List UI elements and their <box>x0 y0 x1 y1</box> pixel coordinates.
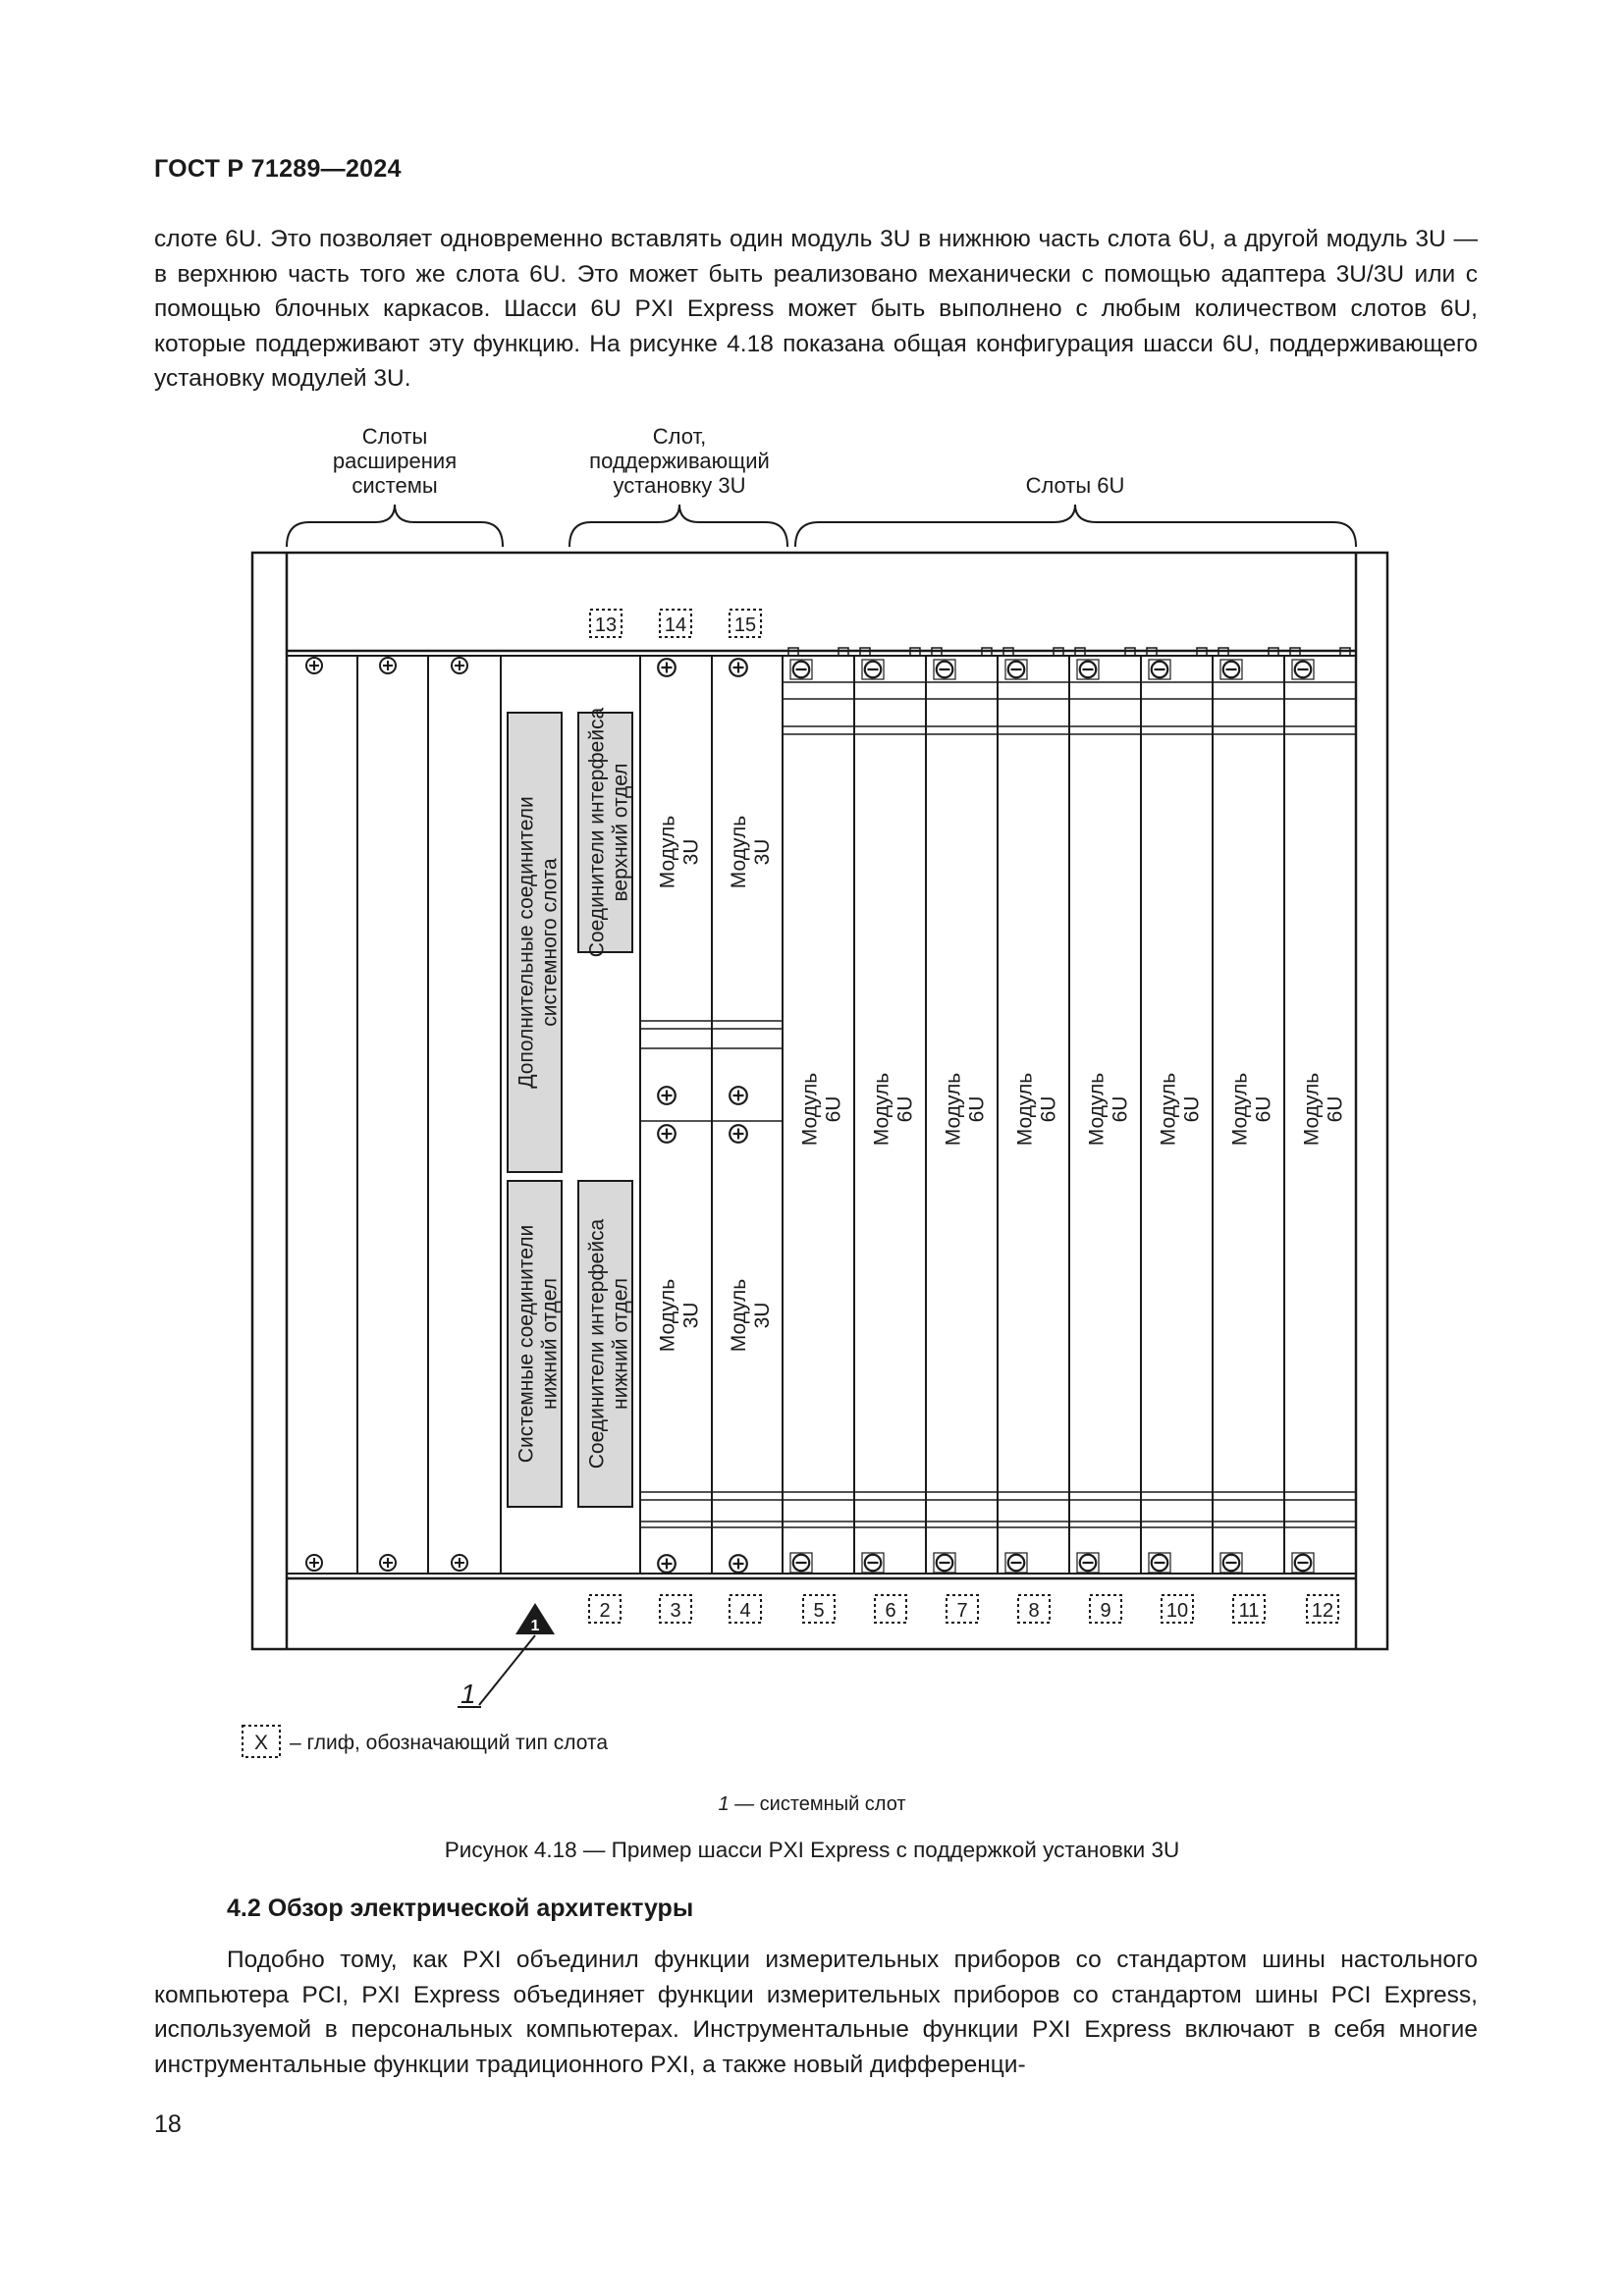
svg-text:4: 4 <box>739 1600 751 1622</box>
module-6u-label: Модуль6U <box>1157 1072 1204 1147</box>
svg-text:поддерживающий: поддерживающий <box>589 449 770 473</box>
slot-6u <box>783 648 854 1574</box>
svg-text:установку 3U: установку 3U <box>613 473 746 498</box>
page-number: 18 <box>154 2110 182 2138</box>
svg-text:3: 3 <box>670 1600 681 1622</box>
module-6u-label: Модуль6U <box>1085 1072 1132 1147</box>
svg-text:Слот,: Слот, <box>652 424 707 449</box>
svg-text:8: 8 <box>1028 1600 1040 1622</box>
label-3u-slot <box>589 424 770 498</box>
expansion-slots <box>287 656 501 1574</box>
figure-caption: Рисунок 4.18 — Пример шасси PXI Express с поддержкой установки 3U <box>444 1838 1180 1862</box>
svg-text:9: 9 <box>1100 1600 1111 1622</box>
module-3u-label: Модуль3U <box>728 1278 774 1353</box>
system-slot-area <box>501 656 640 1574</box>
svg-text:Слоты: Слоты <box>361 424 428 449</box>
svg-text:2: 2 <box>599 1600 611 1622</box>
brace-3u <box>569 505 787 547</box>
svg-text:Слоты 6U: Слоты 6U <box>1025 473 1125 498</box>
brace-expansion <box>287 505 503 547</box>
document-header: ГОСТ Р 71289—2024 <box>154 155 402 183</box>
glyph-2 <box>589 1595 621 1623</box>
text-extra-connectors: Дополнительные соединителисистемного слота <box>514 796 562 1089</box>
glyph-9 <box>1090 1595 1121 1623</box>
module-6u-label: Модуль6U <box>1300 1072 1347 1147</box>
module-6u-label: Модуль6U <box>1013 1072 1060 1147</box>
glyph-10 <box>1162 1595 1193 1623</box>
brace-6u <box>795 505 1356 547</box>
glyph-3 <box>660 1595 691 1623</box>
svg-text:1: 1 <box>460 1679 476 1709</box>
module-3u-label: Модуль3U <box>728 815 774 889</box>
svg-text:X: X <box>253 1732 269 1754</box>
glyph-5 <box>803 1595 835 1623</box>
svg-text:расширения: расширения <box>332 449 458 473</box>
glyph-11 <box>1233 1595 1265 1623</box>
module-6u-label: Модуль6U <box>1228 1072 1275 1147</box>
slot-6u <box>854 648 926 1574</box>
group-braces <box>287 505 1356 547</box>
text-lower-interface: Соединители интерфейсанижний отдел <box>585 1218 632 1469</box>
slot-6u <box>1213 648 1284 1574</box>
glyph-14: 14 <box>664 614 687 636</box>
system-slot-marker <box>515 1603 555 1634</box>
slot-6u <box>1284 648 1356 1574</box>
svg-text:12: 12 <box>1311 1600 1334 1622</box>
callout-1 <box>458 1635 535 1709</box>
module-3u-label: Модуль3U <box>656 815 703 889</box>
text-system-connectors: Системные соединителинижний отдел <box>514 1224 562 1464</box>
glyph-13: 13 <box>594 614 618 636</box>
slot-6u <box>998 648 1069 1574</box>
svg-text:5: 5 <box>813 1600 825 1622</box>
glyph-6 <box>875 1595 906 1623</box>
svg-text:11: 11 <box>1238 1600 1260 1622</box>
slot-6u <box>1069 648 1141 1574</box>
glyph-8 <box>1018 1595 1050 1623</box>
label-6u-slots <box>1026 473 1125 498</box>
slot-6u <box>926 648 998 1574</box>
svg-text:– глиф, обозначающий тип слота: – глиф, обозначающий тип слота <box>290 1732 609 1754</box>
slot-6u <box>1141 648 1213 1574</box>
svg-text:10: 10 <box>1165 1600 1189 1622</box>
glyph-legend <box>243 1726 608 1757</box>
bottom-slot-glyphs <box>589 1595 1338 1623</box>
svg-text:6: 6 <box>885 1600 896 1622</box>
text-upper-interface: Соединители интерфейсаверхний отдел <box>585 707 632 958</box>
label-expansion-slots <box>333 424 457 498</box>
glyph-7 <box>947 1595 978 1623</box>
intro-paragraph: слоте 6U. Это позволяет одновременно вставлять один модуль 3U в нижнюю часть слота 6U, а другой модуль 3U — в верхнюю часть того же слота 6U. Это может быть реализовано механически с помощью адаптера 3U/3U или с помощью блочных каркасов. Шасси 6U PXI Express может быть выполнено с любым количеством слотов 6U, которые поддерживают эту функцию. На рисунке 4.18 показана общая конфигурация шасси 6U, поддерживающего установку модулей 3U. <box>154 226 1478 392</box>
glyph-15: 15 <box>733 614 757 636</box>
svg-text:1: 1 <box>530 1618 540 1634</box>
body-paragraph: Подобно тому, как PXI объединил функции измерительных приборов со стандартом шины настольного компьютера PCI, PXI Express объединяет функции измерительных приборов со стандартом шины PCI Express, используемой в персональных компьютерах. Инструментальные функции PXI Express включают в себя многие инструментальные функции традиционного PXI, а также новый дифференци- <box>154 1947 1478 2078</box>
module-6u-label: Модуль6U <box>870 1072 917 1147</box>
slots-6u <box>783 648 1356 1574</box>
svg-text:системы: системы <box>352 473 438 498</box>
slots-3u <box>640 656 783 1574</box>
module-6u-label: Модуль6U <box>798 1072 845 1147</box>
figure-legend: 1 — системный слот <box>718 1793 906 1815</box>
section-heading: 4.2 Обзор электрической архитектуры <box>227 1895 694 1922</box>
svg-text:7: 7 <box>956 1600 968 1622</box>
glyph-12 <box>1307 1595 1338 1623</box>
module-6u-label: Модуль6U <box>942 1072 989 1147</box>
top-slot-glyphs <box>590 610 761 637</box>
glyph-4 <box>730 1595 761 1623</box>
module-3u-label: Модуль3U <box>656 1278 703 1353</box>
